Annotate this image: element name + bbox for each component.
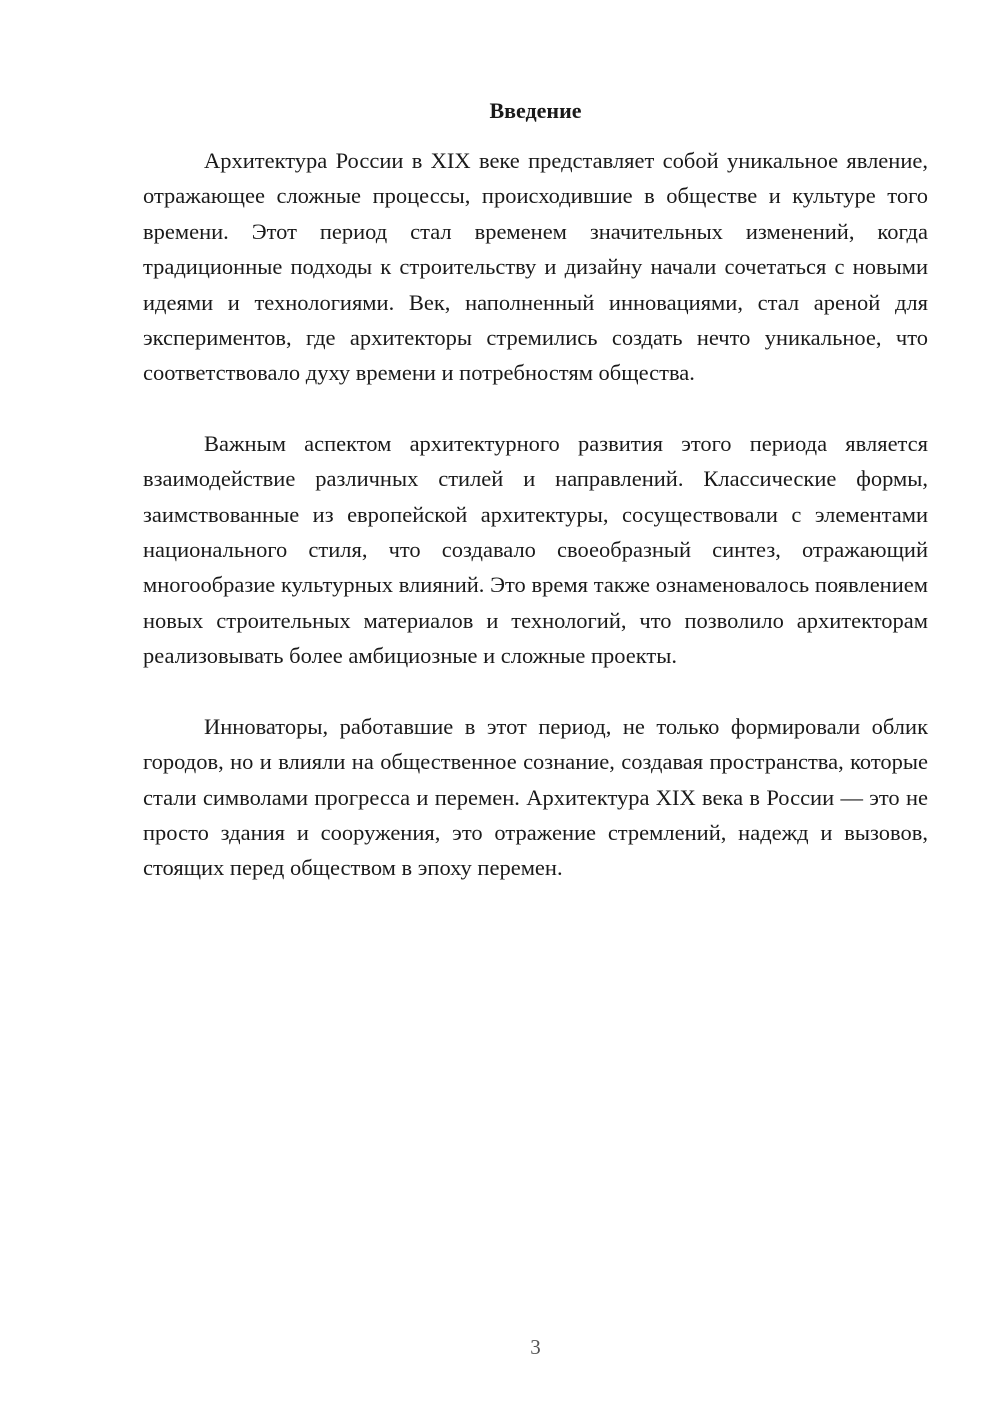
section-heading: Введение (489, 98, 582, 123)
paragraph-2: Важным аспектом архитектурного развития этого периода является взаимодействие различных стилей и направлений. Классические формы, заимствованные из европейской архитектуры, сосуществовали с элементами национального стиля, что создавало своеобразный синтез, отражающий многообразие культурных влияний. Это время также ознаменовалось появлением новых строительных материалов и технологий, что позволило архитекторам реализовывать более амбициозные и сложные проекты. (143, 430, 928, 669)
body-text (143, 143, 928, 921)
paragraph-3: Инноваторы, работавшие в этот период, не только формировали облик городов, но и влияли на общественное сознание, создавая пространства, которые стали символами прогресса и перемен. Архитектура XIX века в России — это не просто здания и сооружения, это отражение стремлений, надежд и вызовов, стоящих перед обществом в эпоху перемен. (143, 713, 928, 881)
page-number: 3 (530, 1335, 541, 1359)
paragraph-1: Архитектура России в XIX веке представляет собой уникальное явление, отражающее сложные процессы, происходившие в обществе и культуре того времени. Этот период стал временем значительных изменений, когда традиционные подходы к строительству и дизайну начали сочетаться с новыми идеями и технологиями. Век, наполненный инновациями, стал ареной для экспериментов, где архитекторы стремились создать нечто уникальное, что соответствовало духу времени и потребностям общества. (143, 148, 928, 386)
